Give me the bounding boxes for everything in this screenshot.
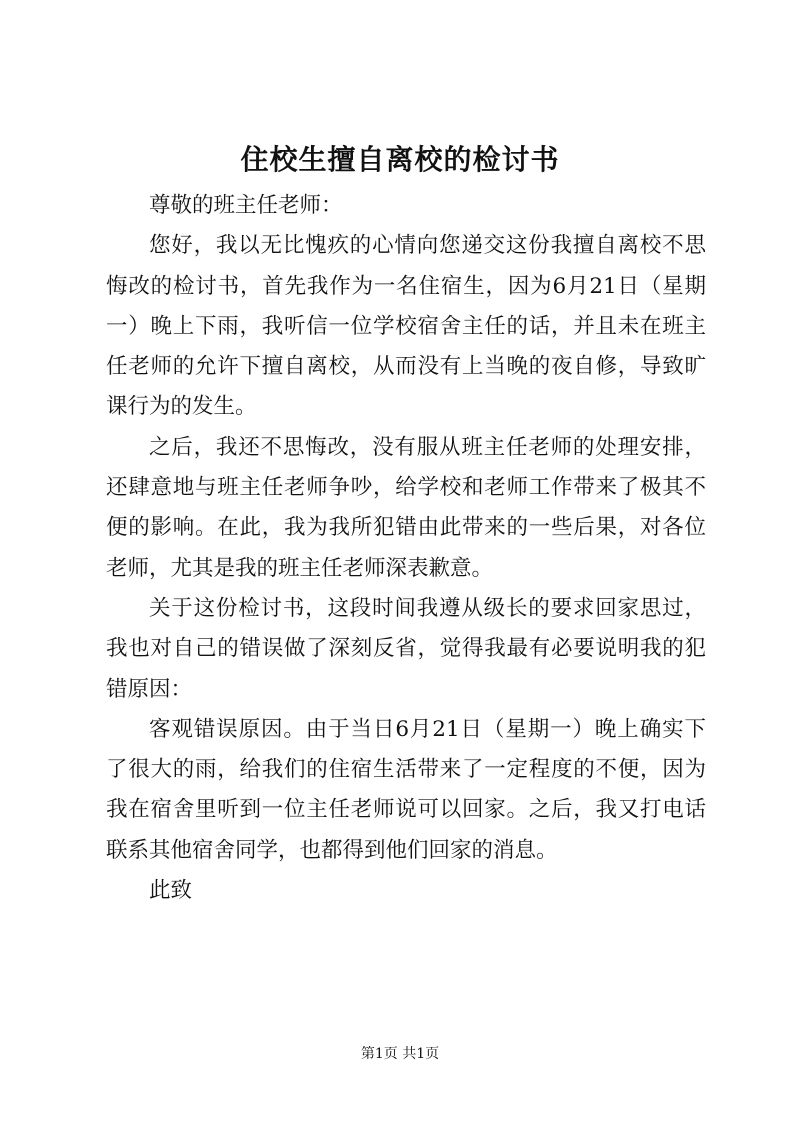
page-number-footer: 第1页 共1页	[360, 1046, 440, 1062]
paragraph-3: 关于这份检讨书，这段时间我遵从级长的要求回家思过，我也对自己的错误做了深刻反省，觉得我最有必要说明我的犯错原因：	[106, 595, 706, 702]
paragraph-1: 您好，我以无比愧疚的心情向您递交这份我擅自离校不思悔改的检讨书，首先我作为一名住宿生，因为6月21日（星期一）晚上下雨，我听信一位学校宿舍主任的话，并且未在班主任老师的允许下擅自离校，从而没有上当晚的夜自修，导致旷课行为的发生。	[106, 233, 706, 420]
salutation: 尊敬的班主任老师：	[149, 193, 343, 218]
paragraph-4: 客观错误原因。由于当日6月21日（星期一）晚上确实下了很大的雨，给我们的住宿生活带来了一定程度的不便，因为我在宿舍里听到一位主任老师说可以回家。之后，我又打电话联系其他宿舍同学，也都得到他们回家的消息。	[106, 716, 706, 863]
document-body	[106, 186, 706, 911]
paragraph-2: 之后，我还不思悔改，没有服从班主任老师的处理安排，还肆意地与班主任老师争吵，给学校和老师工作带来了极其不便的影响。在此，我为我所犯错由此带来的一些后果，对各位老师，尤其是我的班主任老师深表歉意。	[106, 434, 706, 581]
closing: 此致	[149, 878, 193, 904]
document-title: 住校生擅自离校的检讨书	[240, 143, 560, 176]
